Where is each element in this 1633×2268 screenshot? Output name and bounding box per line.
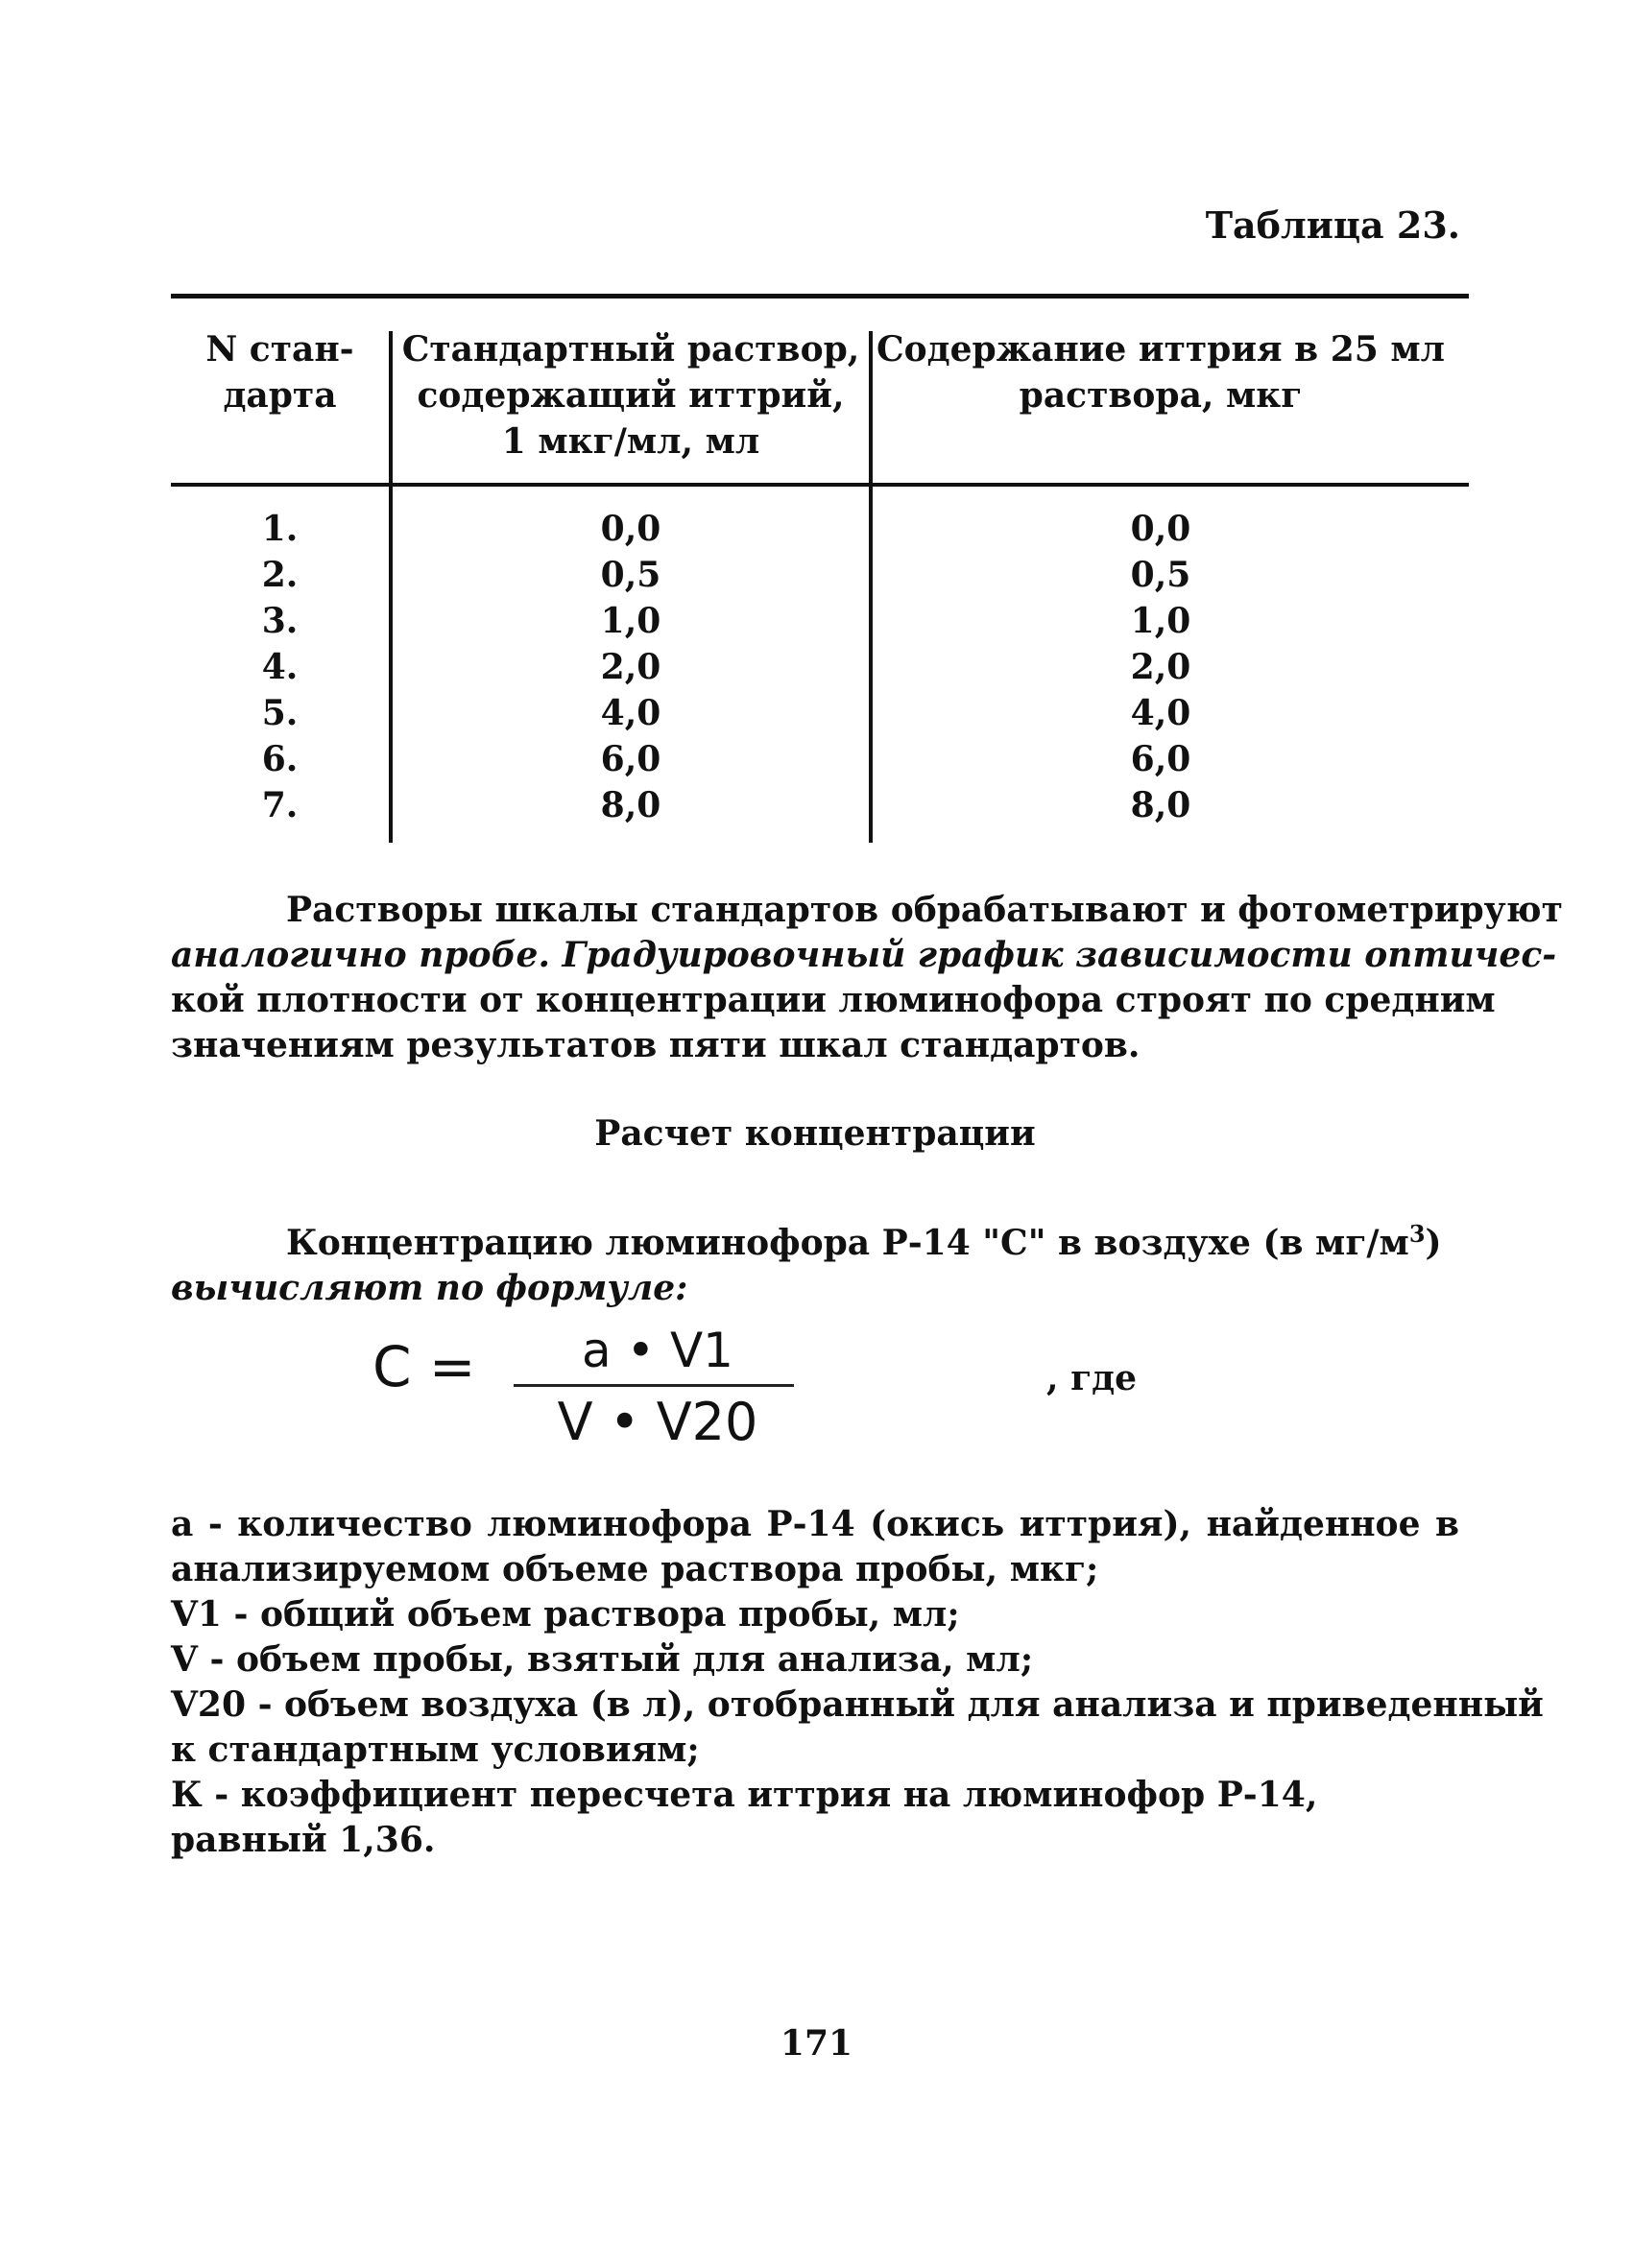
table-top-rule [171,294,1469,298]
definition-line: анализируемом объеме раствора пробы, мкг; [171,1549,1099,1589]
definition-line: К - коэффициент пересчета иттрия на люминофор Р-14, равный 1,36. [171,1775,1318,1860]
definition-line: V - объем пробы, взятый для анализа, мл; [171,1639,1034,1680]
definition-line: V1 - общий объем раствора пробы, мл; [171,1594,960,1635]
section-heading: Расчет концентрации [594,1113,1036,1154]
formula-denominator: V • V20 [557,1392,758,1452]
table-cell: 1. [261,509,299,549]
fraction-bar [514,1384,794,1387]
page-number: 171 [780,2023,853,2064]
table-header-yttrium-content: Содержание иттрия в 25 мл раствора, мкг [876,329,1446,416]
table-header-rule [171,483,1469,487]
table-cell: 0,5 [600,555,661,595]
concentration-formula [355,1325,835,1468]
definition-line: а - количество люминофора Р-14 (окись иттрия), найденное в [171,1504,1459,1544]
table-cell: 1,0 [1130,601,1191,641]
formula-numerator: a • V1 [582,1323,733,1378]
table-cell: 0,5 [1130,555,1191,595]
table-cell: 4,0 [600,693,661,733]
table-cell: 0,0 [600,509,661,549]
table-cell: 5. [261,693,299,733]
formula-lhs: С = [372,1334,476,1399]
table-cell: 4. [261,647,299,687]
table-cell: 6. [261,739,299,779]
table-cell: 2,0 [600,647,661,687]
table-cell: 8,0 [1130,785,1191,825]
paragraph-concentration: Концентрацию люминофора Р-14 "С" в воздухе (в $мг/м^3$) вычисляют по формуле: [171,1220,1442,1308]
paragraph-calibration: Растворы шкалы стандартов обрабатывают и фотометрируют аналогично пробе. Градуировочный график зависимости оптичес- кой плотности от концентрации люминофора строят по средним значениям результатов пяти шкал стандартов. [171,890,1563,1065]
table-cell: 6,0 [1130,739,1191,779]
definition-line: V20 - объем воздуха (в л), отобранный для анализа и приведенный [171,1684,1544,1725]
table-cell: 6,0 [600,739,661,779]
table-cell: 1,0 [600,601,661,641]
variable-definitions [171,1502,1544,1863]
definition-line: к стандартным условиям; [171,1730,700,1770]
table-cell: 7. [261,785,299,825]
table-cell: 2. [261,555,299,595]
table-cell: 2,0 [1130,647,1191,687]
formula-where: , где [1046,1358,1138,1398]
table-cell: 3. [261,601,299,641]
table-cell: 8,0 [600,785,661,825]
table-cell: 4,0 [1130,693,1191,733]
table-header-standard-number: N стан- дарта [205,329,354,416]
table-caption: Таблица 23. [1205,203,1460,247]
table-header-standard-solution: Стандартный раствор, содержащий иттрий, 1 мкг/мл, мл [401,329,860,462]
table-cell: 0,0 [1130,509,1191,549]
